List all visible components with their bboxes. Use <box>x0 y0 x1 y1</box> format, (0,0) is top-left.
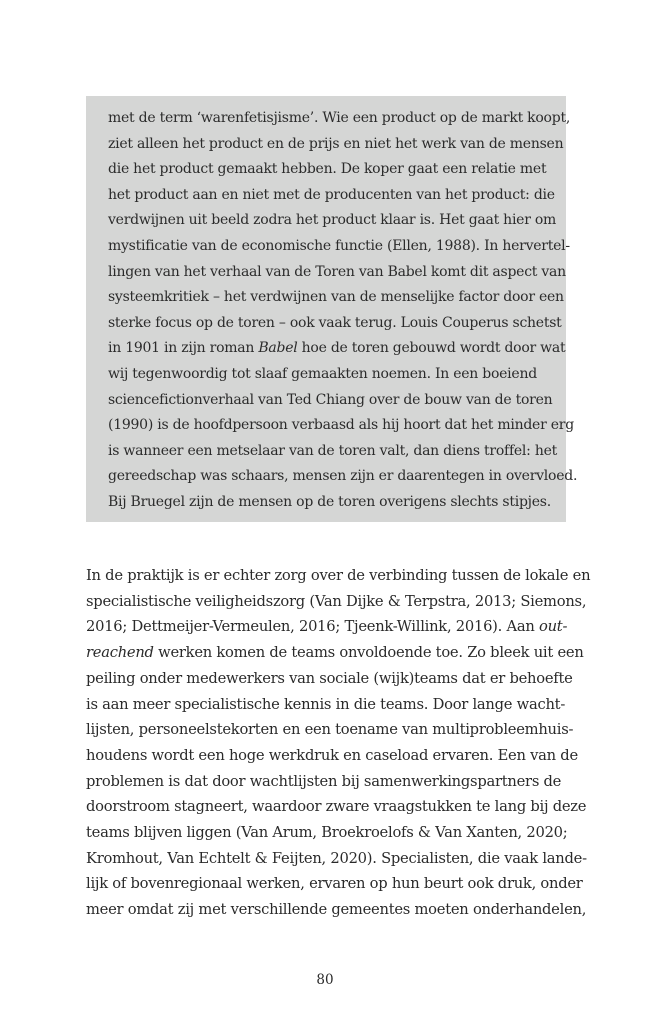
paragraph-line: problemen is dat door wachtlijsten bij samenwerkingspartners de <box>86 772 562 790</box>
highlight-box <box>86 96 578 522</box>
italic-term-outreachend: reachend <box>86 644 154 662</box>
box-line: met de term ‘warenfetisjisme’. Wie een product op de markt koopt, <box>108 110 571 126</box>
box-line: sciencefictionverhaal van Ted Chiang over de bouw van de toren <box>108 391 553 408</box>
text-segment: 2016; Dettmeijer-Vermeulen, 2016; Tjeenk-Willink, 2016). Aan <box>86 618 539 636</box>
italic-term-outreachend: out- <box>538 618 568 636</box>
paragraph-line: is aan meer specialistische kennis in die teams. Door lange wacht- <box>86 695 566 713</box>
paragraph-line: meer omdat zij met verschillende gemeentes moeten onderhandelen, <box>86 901 587 919</box>
box-line: verdwijnen uit beeld zodra het product klaar is. Het gaat hier om <box>108 212 557 229</box>
box-line: gereedschap was schaars, mensen zijn er daarentegen in overvloed. <box>108 468 578 485</box>
box-line: systeemkritiek – het verdwijnen van de menselijke factor door een <box>108 289 564 306</box>
page-number: 80 <box>316 972 334 988</box>
text-segment: werken komen de teams onvoldoende toe. Zo bleek uit een <box>153 644 584 662</box>
body-paragraph <box>86 563 591 923</box>
paragraph-line: teams blijven liggen (Van Arum, Broekroelofs & Van Xanten, 2020; <box>86 824 568 842</box>
paragraph-line <box>86 614 566 640</box>
box-line: lingen van het verhaal van de Toren van Babel komt dit aspect van <box>108 263 566 280</box>
book-title-babel: Babel <box>258 340 298 357</box>
paragraph-line: specialistische veiligheidszorg (Van Dijke & Terpstra, 2013; Siemons, <box>86 592 587 610</box>
box-line: die het product gemaakt hebben. De koper gaat een relatie met <box>108 161 547 178</box>
box-line: (1990) is de hoofdpersoon verbaasd als hij hoort dat het minder erg <box>108 417 574 434</box>
text-segment: in 1901 in zijn roman <box>108 340 259 357</box>
paragraph-line: Kromhout, Van Echtelt & Feijten, 2020). Specialisten, die vaak lande- <box>86 849 587 867</box>
paragraph-line: In de praktijk is er echter zorg over de verbinding tussen de lokale en <box>86 567 591 584</box>
box-line: het product aan en niet met de producenten van het product: die <box>108 186 555 203</box>
paragraph-line: doorstroom stagneert, waardoor zware vraagstukken te lang bij deze <box>86 798 587 816</box>
box-line: wij tegenwoordig tot slaaf gemaakten noemen. In een boeiend <box>108 365 537 382</box>
box-line: Bij Bruegel zijn de mensen op de toren overigens slechts stipjes. <box>108 493 551 510</box>
text-segment: hoe de toren gebouwd wordt door wat <box>297 340 566 357</box>
paragraph-line: lijsten, personeelstekorten en een toename van multiprobleemhuis- <box>86 721 574 739</box>
paragraph-line: lijk of bovenregionaal werken, ervaren op hun beurt ook druk, onder <box>86 875 583 893</box>
box-line: ziet alleen het product en de prijs en niet het werk van de mensen <box>108 135 564 152</box>
paragraph-line: peiling onder medewerkers van sociale (wijk)teams dat er behoefte <box>86 669 573 687</box>
box-line: mystificatie van de economische functie (Ellen, 1988). In hervertel- <box>108 237 570 254</box>
highlight-box-text <box>108 106 578 516</box>
box-line: is wanneer een metselaar van de toren valt, dan diens troffel: het <box>108 442 557 459</box>
box-line <box>108 336 566 362</box>
paragraph-line: houdens wordt een hoge werkdruk en caseload ervaren. Een van de <box>86 746 578 764</box>
paragraph-line <box>86 640 584 666</box>
box-line: sterke focus op de toren – ook vaak terug. Louis Couperus schetst <box>108 314 562 331</box>
